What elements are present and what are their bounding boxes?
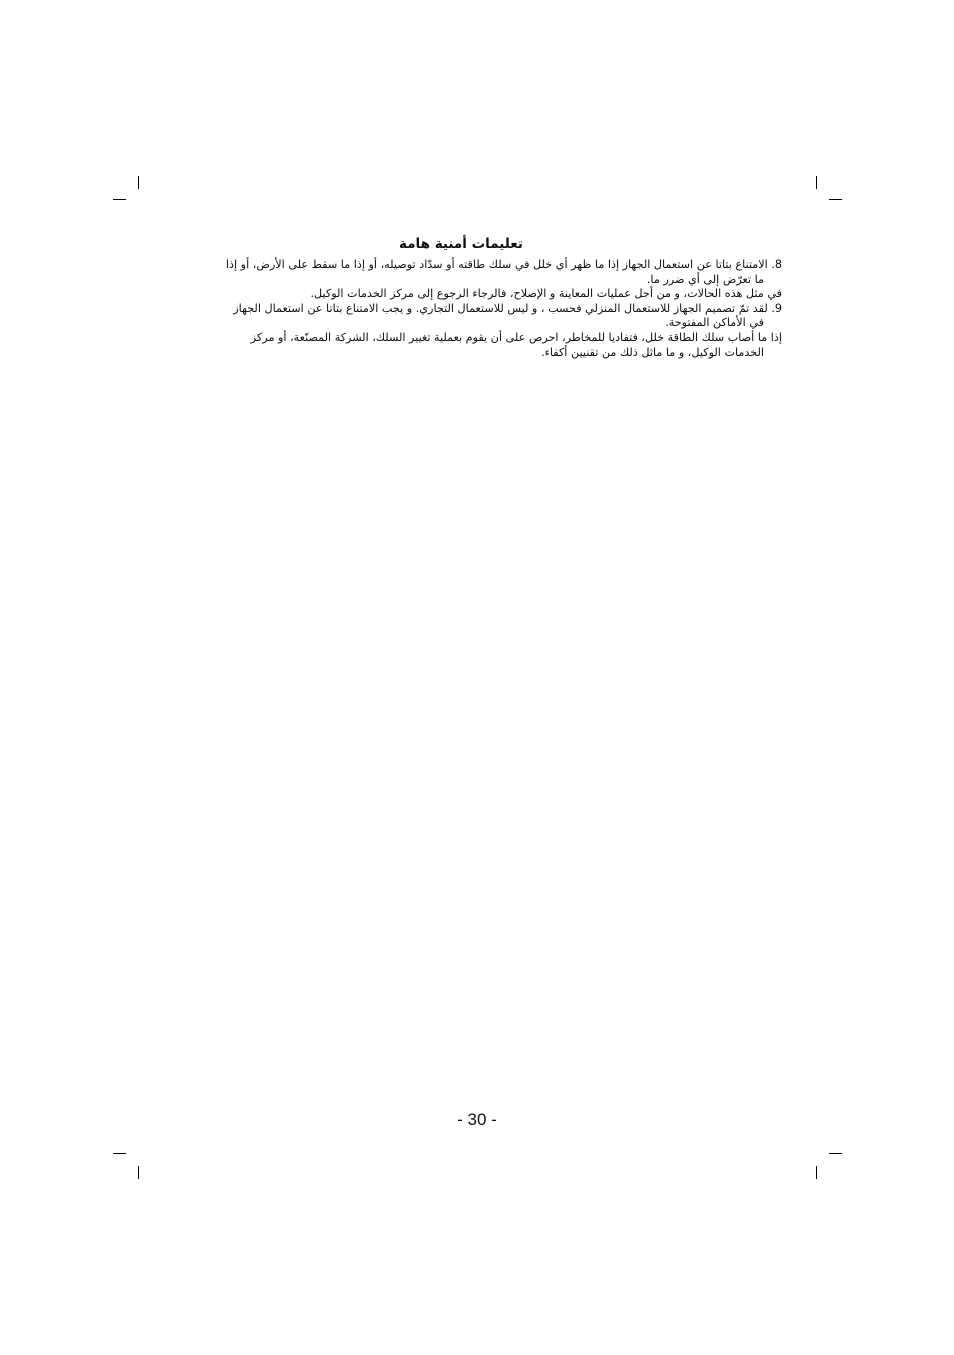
crop-mark [113,1153,126,1154]
safety-instructions [170,236,782,360]
line-text: إذا ما أصاب سلك الطاقة خلل، فتفاديا للمخاطر، احرص على أن يقوم بعملية تغيير السلك، الشركة المصنّعة، أو مركز [250,330,782,344]
instruction-line [170,302,782,317]
line-text: في الأماكن المفتوحة. [665,316,764,330]
section-title: تعليمات أمنية هامة [399,236,523,252]
instruction-line [170,258,782,273]
crop-mark [138,1166,139,1179]
crop-mark [829,1153,842,1154]
line-text: ما تعرّض إلى أي ضرر ما. [646,272,764,286]
line-text: الامتناع بتاتا عن استعمال الجهاز إذا ما ظهر أي خلل في سلك طاقته أو سدّاد توصيله، أو إذا ما سقط على الأرض، أو إذا [225,258,768,271]
instruction-line [170,273,782,288]
line-text: الخدمات الوكيل، و ما ماثل ذلك من تقنيين أكفاء. [541,345,764,359]
instruction-line [170,316,782,331]
page-number: - 30 - [457,1110,497,1129]
crop-mark [113,199,126,200]
instruction-line [170,331,782,346]
crop-mark [138,176,139,189]
crop-mark [829,199,842,200]
instruction-line [170,287,782,302]
line-text: في مثل هذه الحالات، و من أجل عمليات المعاينة و الإصلاح، فالرجاء الرجوع إلى مركز الخدمات الوكيل. [310,287,782,301]
line-text: لقد تمّ تصميم الجهاز للاستعمال المنزلي فحسب ، و ليس للاستعمال التجاري. و يجب الامتناع بتاتا عن استعمال الجهاز [233,301,768,315]
crop-mark [816,1166,817,1179]
item-number: 8. [771,258,782,271]
crop-mark [816,176,817,189]
item-number: 9. [771,301,782,315]
instruction-line [170,346,782,361]
